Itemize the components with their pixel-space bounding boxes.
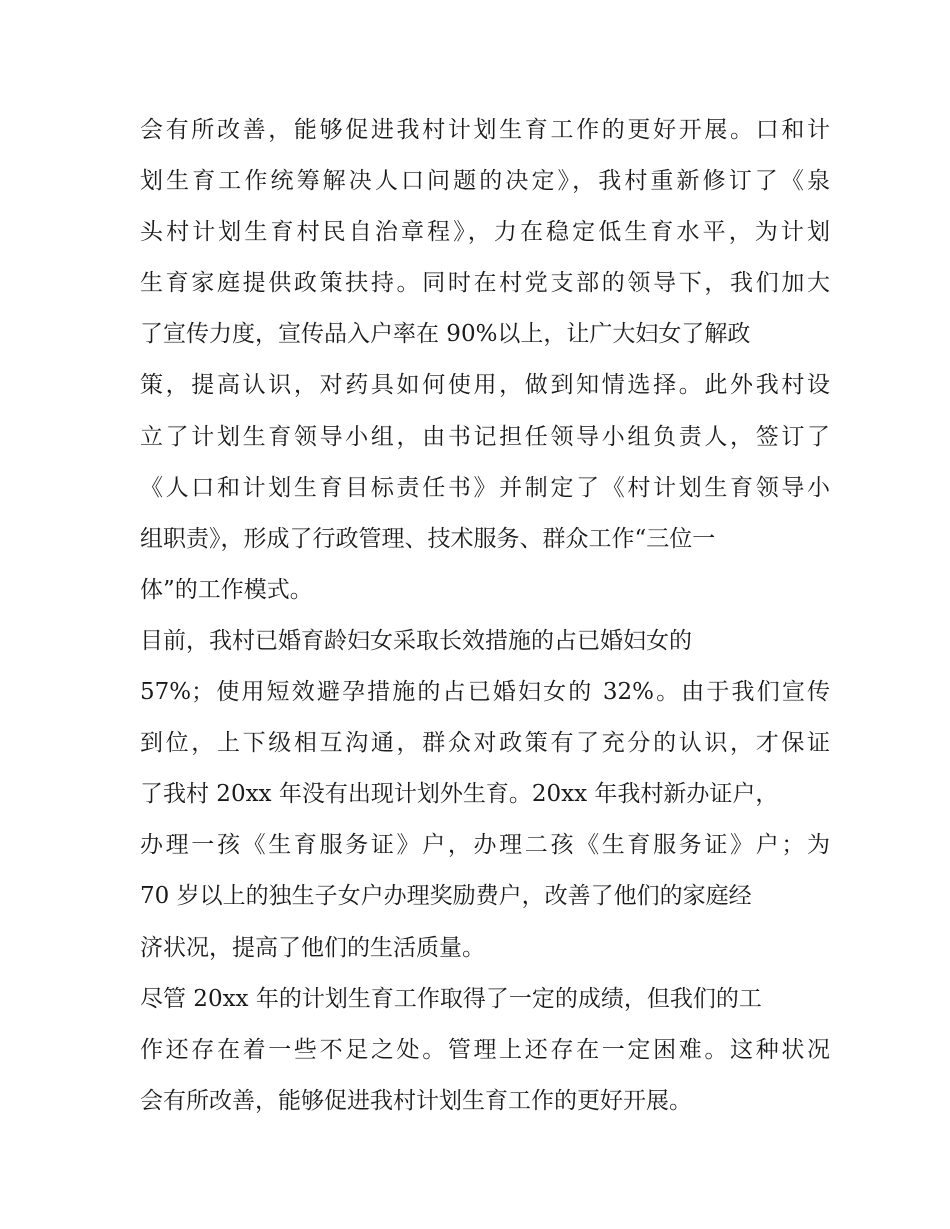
text-line-7: 立了计划生育领导小组，由书记担任领导小组负责人，签订了 — [140, 423, 830, 450]
document-body — [140, 105, 830, 1127]
text-line-16: 70 岁以上的独生子女户办理奖励费户，改善了他们的家庭经 — [140, 883, 752, 910]
text-line-18: 尽管 20xx 年的计划生育工作取得了一定的成绩，但我们的工 — [140, 985, 762, 1012]
text-line-14: 了我村 20xx 年没有出现计划外生育。20xx 年我村新办证户， — [140, 781, 779, 808]
text-line-3: 头村计划生育村民自治章程》，力在稳定低生育水平，为计划 — [140, 219, 830, 246]
text-line-13: 到位，上下级相互沟通，群众对政策有了充分的认识，才保证 — [140, 730, 830, 757]
text-line-1: 会有所改善，能够促进我村计划生育工作的更好开展。口和计 — [140, 117, 830, 143]
text-line-5: 了宣传力度，宣传品入户率在 90%以上，让广大妇女了解政 — [140, 321, 751, 348]
text-line-12: 57%；使用短效避孕措施的占已婚妇女的 32%。由于我们宣传 — [140, 679, 830, 706]
text-line-10: 体”的工作模式。 — [140, 576, 313, 603]
text-line-8: 《人口和计划生育目标责任书》并制定了《村计划生育领导小 — [140, 474, 830, 501]
text-line-6: 策，提高认识，对药具如何使用，做到知情选择。此外我村设 — [140, 372, 830, 399]
text-line-20: 会有所改善，能够促进我村计划生育工作的更好开展。 — [140, 1087, 692, 1114]
text-line-17: 济状况，提高了他们的生活质量。 — [140, 934, 485, 961]
text-line-11: 目前，我村已婚育龄妇女采取长效措施的占已婚妇女的 — [140, 627, 692, 654]
text-line-9: 组职责》，形成了行政管理、技术服务、群众工作“三位一 — [140, 525, 716, 552]
text-line-19: 作还存在着一些不足之处。管理上还存在一定困难。这种状况 — [140, 1036, 830, 1063]
text-line-2: 划生育工作统筹解决人口问题的决定》，我村重新修订了《泉 — [140, 168, 830, 195]
text-line-15: 办理一孩《生育服务证》户，办理二孩《生育服务证》户；为 — [140, 832, 830, 859]
text-line-4: 生育家庭提供政策扶持。同时在村党支部的领导下，我们加大 — [140, 270, 830, 297]
